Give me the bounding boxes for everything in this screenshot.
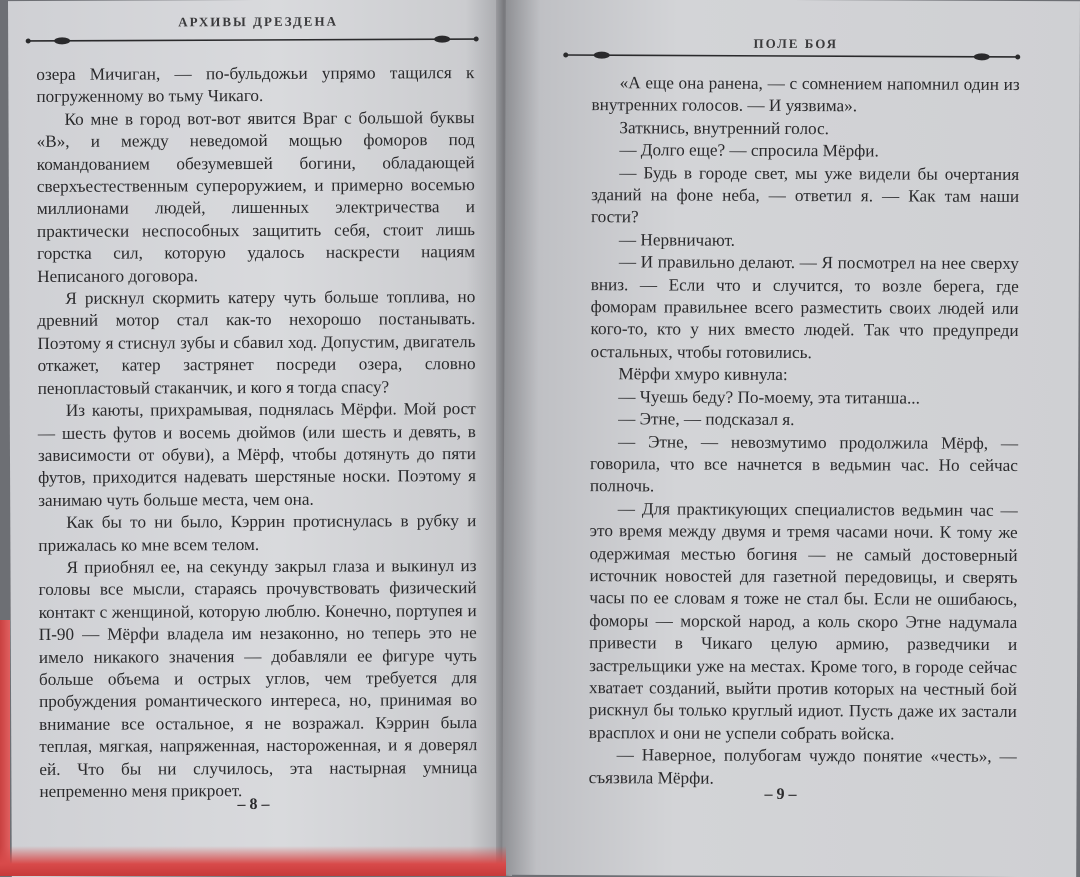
right-body-text — [589, 72, 1020, 791]
paragraph: Как бы то ни было, Кэррин протиснулась в рубку и прижалась ко мне всем телом. — [38, 511, 477, 555]
left-page-number: – 8 – — [237, 795, 270, 814]
paragraph: Заткнись, внутренний голос. — [619, 118, 830, 138]
paragraph: — Этне, — невозмутимо продолжила Мёрф, — говорила, что все начнется в ведьмин час. Но сейчас полночь. — [589, 431, 1019, 496]
paragraph: Я рискнул скормить катеру чуть больше топлива, но древний мотор стал как-то нехорошо постанывать. Поэтому я стиснул зубы и сбавил ход. Допустим, двигатель откажет, катер застрянет посреди озера, словно пенопластовый стаканчик, и кого я тогда спасу? — [37, 287, 476, 398]
paragraph: — Этне, — подсказал я. — [618, 409, 795, 430]
paragraph: — Будь в городе свет, мы уже видели бы очертания зданий на фоне неба, — ответил я. — Как там наши гости? — [591, 162, 1020, 227]
paragraph: Мёрфи хмуро кивнула: — [618, 364, 788, 385]
right-ornamental-rule — [560, 49, 1024, 63]
paragraph: — И правильно делают. — Я посмотрел на нее сверху вниз. — Если что и случится, то возле берега, где фоморам правильнее всего разместить своих людей или кого-то, кто у них вместо людей. Так что предупреди остальных, чтобы готовились. — [590, 252, 1019, 362]
paragraph: озера Мичиган, — по-бульдожьи упрямо тащился к погруженному во тьму Чикаго. — [36, 63, 475, 107]
right-running-head: ПОЛЕ БОЯ — [753, 35, 839, 52]
paragraph: Я приобнял ее, на секунду закрыл глаза и выкинул из головы все мысли, стараясь прочувствовать физический контакт с женщиной, которую люблю. Конечно, портупея и П-90 — Мёрфи владела им незаконно, но теперь это не имело никакого значения — добавляли ее фигуре чуть больше объема и острых углов, чем требуется для пробуждения романтического интереса, но, принимая во внимание все остальное, я не возражал. Кэррин была теплая, мягкая, напряженная, настороженная, и я доверял ей. Что бы ни случилось, эта настырная умница непременно меня прикроет. — [38, 555, 478, 801]
right-page — [502, 0, 1080, 877]
left-ornamental-rule — [22, 33, 482, 47]
left-body-text — [36, 62, 477, 803]
left-page — [8, 0, 504, 877]
paragraph: — Долго еще? — спросила Мёрфи. — [619, 140, 879, 161]
paragraph: — Чуешь беду? По-моему, эта титанша... — [618, 386, 920, 408]
red-cover-bottom — [0, 846, 506, 876]
red-cover-edge — [0, 620, 10, 876]
paragraph: — Для практикующих специалистов ведьмин час — это время между двумя и тремя часами ночи. К тому же одержимая местью богиня — не самый достоверный источник новостей для газетной передовицы, и сверять часы по ее словам я тоже не стал бы. Если не ошибаюсь, фоморы — морской народ, а коль скоро Этне надумала привести в Чикаго целую армию, разведчики и застрельщики уже на местах. Кроме того, в городе сейчас хватает созданий, выйти против которых на честный бой рискнул бы только круглый идиот. Пусть даже их застали врасплох и они не успели собрать войска. — [588, 498, 1018, 744]
right-page-number: – 9 – — [764, 785, 797, 804]
paragraph: «А еще она ранена, — с сомнением напомнил один из внутренних голосов. — И уязвима». — [591, 73, 1020, 116]
paragraph: — Наверное, полубогам чуждо понятие «честь», — съязвила Мёрфи. — [588, 745, 1017, 788]
paragraph: Из каюты, прихрамывая, поднялась Мёрфи. Мой рост — шесть футов и восемь дюймов (или шесть и девять, в зависимости от обуви), а Мёрф, чтобы дотянуть до пяти футов, приходится надевать шерстяные носки. Поэтому я занимаю чуть больше места, чем она. — [37, 399, 477, 510]
paragraph: — Нервничают. — [618, 230, 736, 250]
left-running-head: АРХИВЫ ДРЕЗДЕНА — [178, 13, 338, 30]
paragraph: Ко мне в город вот-вот явится Враг с большой буквы «В», и между неведомой мощью фоморов под командованием обезумевшей богини, обладающей сверхъестественным супероружием, и примерно восемью миллионами людей, лишенных электричества и практически неспособных защитить себя, стоит лишь горстка сил, которую удалось наскрести нациям Неписаного договора. — [36, 107, 476, 286]
